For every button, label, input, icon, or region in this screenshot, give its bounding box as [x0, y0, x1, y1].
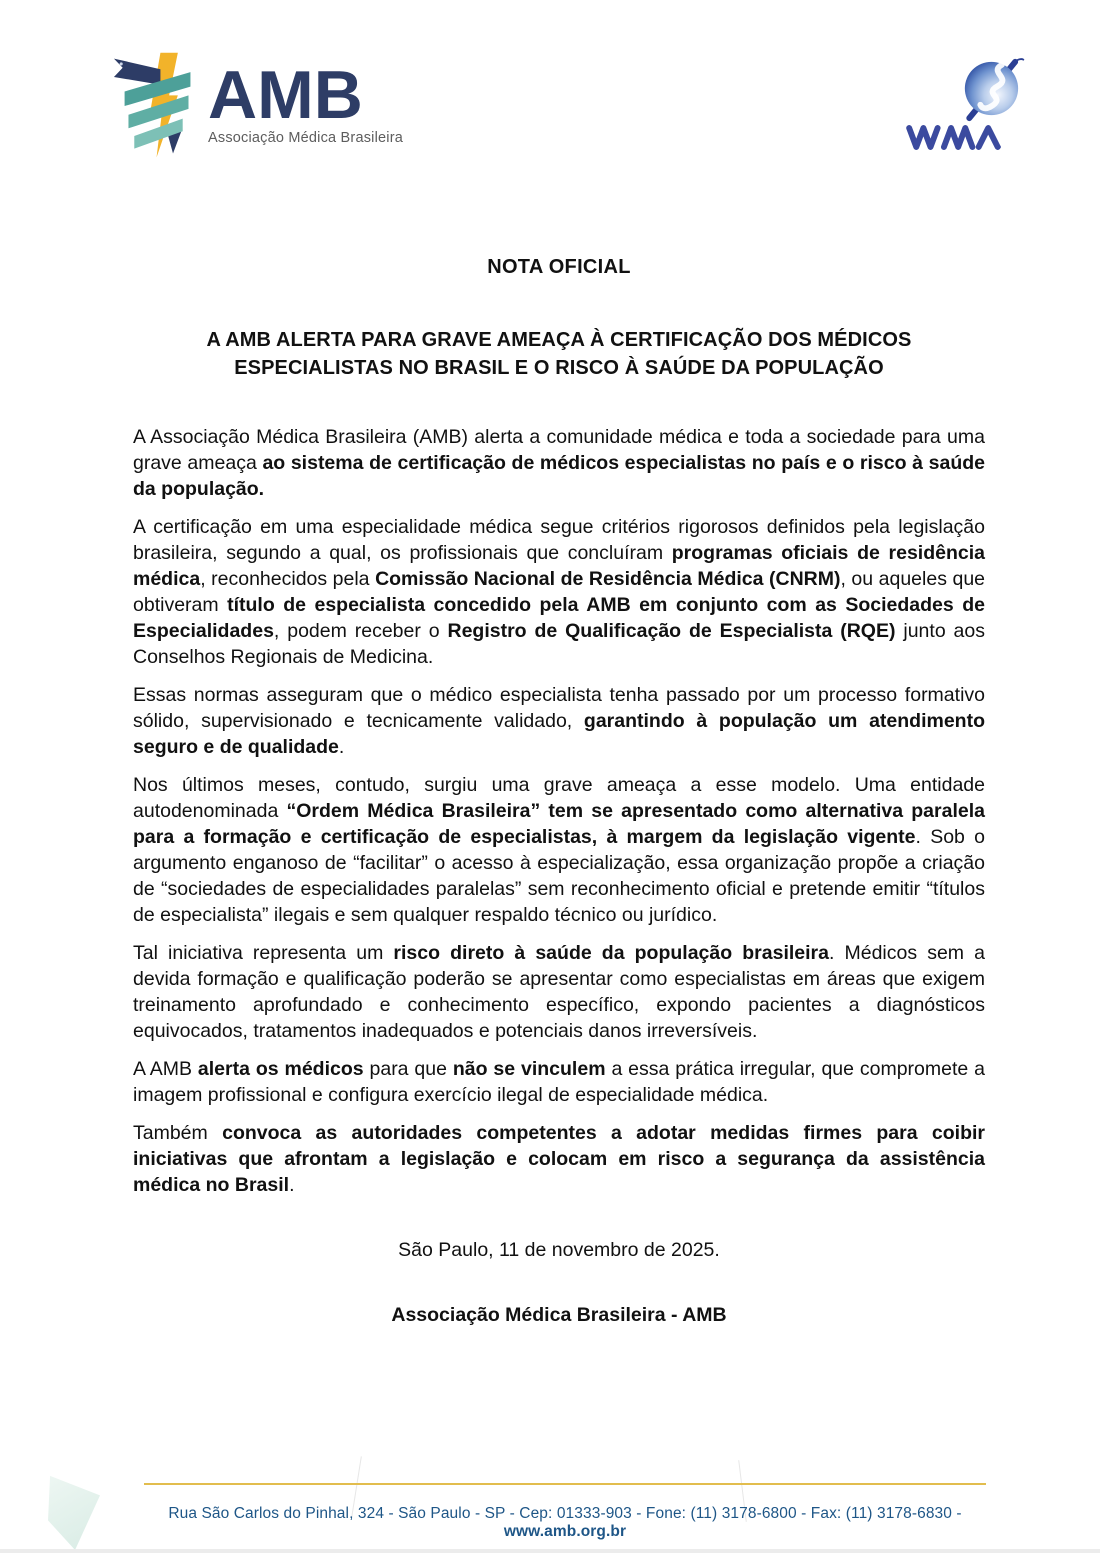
footer-address [144, 1505, 986, 1541]
paragraph: Essas normas asseguram que o médico especialista tenha passado por um processo formativo sólido, supervisionado e tecnicamente validado, garantindo à população um atendimento seguro e de qualidade. [133, 684, 985, 758]
amb-logo-text [208, 52, 403, 146]
paragraph: Tal iniciativa representa um risco direto à saúde da população brasileira. Médicos sem a devida formação e qualificação poderão se apresentar como especialistas em áreas que exigem treinamento aprofundado e conhecimento específico, expondo pacientes a diagnósticos equivocados, tratamentos inadequados e potenciais danos irreversíveis. [133, 942, 985, 1042]
wma-wordmark [906, 124, 1004, 151]
footer-address-text: Rua São Carlos do Pinhal, 324 - São Paulo - SP - Cep: 01333-903 - Fone: (11) 3178-6800 - Fax: (11) 3178-6830 - [168, 1505, 962, 1522]
footer-website-link[interactable]: www.amb.org.br [503, 1523, 627, 1540]
paragraphs [133, 424, 985, 1198]
amb-logo [112, 52, 403, 162]
document-body [133, 256, 985, 1327]
signature-line: Associação Médica Brasileira - AMB [391, 1304, 727, 1326]
date-line: São Paulo, 11 de novembro de 2025. [398, 1239, 720, 1261]
document-title: A AMB ALERTA PARA GRAVE AMEAÇA À CERTIFICAÇÃO DOS MÉDICOS ESPECIALISTAS NO BRASIL E O RISCO À SAÚDE DA POPULAÇÃO [206, 329, 912, 379]
corner-watermark [48, 1472, 100, 1550]
paragraph: A Associação Médica Brasileira (AMB) alerta a comunidade médica e toda a sociedade para uma grave ameaça ao sistema de certificação de médicos especialistas no país e o risco à saúde da população. [133, 426, 985, 500]
footer-divider [144, 1483, 986, 1485]
wma-globe-icon [948, 53, 1032, 127]
nota-oficial-heading: NOTA OFICIAL [487, 256, 631, 278]
amb-caduceus-icon [112, 52, 204, 162]
paragraph: A AMB alerta os médicos para que não se vinculem a essa prática irregular, que compromete a imagem profissional e configura exercício ilegal de especialidade médica. [133, 1058, 985, 1106]
amb-subtitle: Associação Médica Brasileira [208, 130, 403, 146]
paragraph: Também convoca as autoridades competentes a adotar medidas firmes para coibir iniciativas que afrontam a legislação e colocam em risco a segurança da assistência médica no Brasil. [133, 1122, 985, 1196]
paragraph: A certificação em uma especialidade médica segue critérios rigorosos definidos pela legislação brasileira, segundo a qual, os profissionais que concluíram programas oficiais de residência médica, reconhecidos pela Comissão Nacional de Residência Médica (CNRM), ou aqueles que obtiveram título de especialista concedido pela AMB em conjunto com as Sociedades de Especialidades, podem receber o Registro de Qualificação de Especialista (RQE) junto aos Conselhos Regionais de Medicina. [133, 516, 986, 668]
paragraph: Nos últimos meses, contudo, surgiu uma grave ameaça a esse modelo. Uma entidade autodenominada “Ordem Médica Brasileira” tem se apresentado como alternativa paralela para a formação e certificação de especialistas, à margem da legislação vigente. Sob o argumento enganoso de “facilitar” o acesso à especialização, essa organização propõe a criação de “sociedades de especialidades paralelas” sem reconhecimento oficial e pretende emitir “títulos de especialista” ilegais e sem qualquer respaldo técnico ou jurídico. [133, 774, 986, 926]
scan-edge-smudge [0, 1549, 1100, 1553]
amb-wordmark: AMB [208, 57, 363, 133]
